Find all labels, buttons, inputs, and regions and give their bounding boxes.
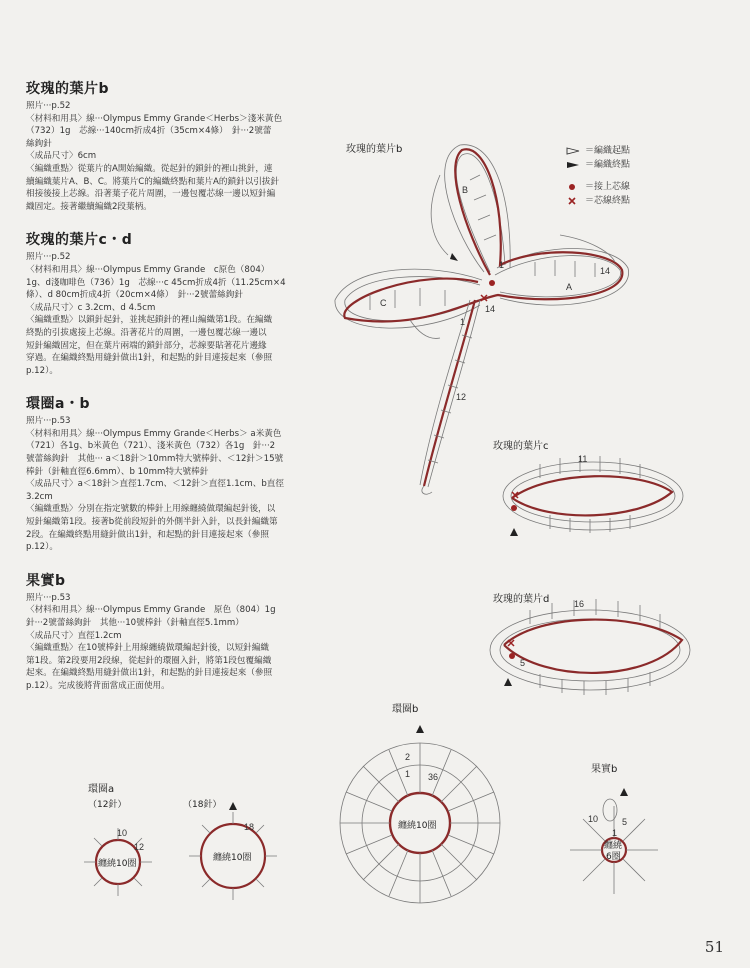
section-line: （732）1g 芯線···140cm折成4折（35cm×4條） 針···2號蕾 — [26, 126, 272, 137]
ring-b-center-label: 纏繞10圈 — [398, 821, 437, 831]
leaf-label: C — [380, 298, 387, 308]
ring-number: 5 — [622, 817, 628, 827]
end-arrow-marker — [229, 802, 237, 810]
legend-attach-text: ＝接上芯線 — [585, 182, 631, 192]
ring-number: 10 — [588, 814, 599, 824]
section-line: 1g、d淺咖啡色（736）1g 芯線···c 45cm折成4折（11.25cm×4 — [26, 277, 286, 288]
ring-number: 10 — [117, 828, 128, 838]
end-arrow-marker — [504, 678, 512, 686]
leaf-label: B — [462, 185, 469, 195]
ring-a18-diagram — [189, 802, 277, 900]
leaf-label: 14 — [600, 266, 611, 276]
section-line: 〈材料和用具〉線···Olympus Emmy Grande 原色（804）1g — [26, 605, 276, 616]
section-line: 絲鉤針 — [26, 138, 52, 149]
ring-number: 36 — [428, 772, 439, 782]
ring-a18-center-label: 纏繞10圈 — [213, 853, 252, 863]
ring-number: 1 — [405, 769, 411, 779]
ring-b-title: 環圈b — [392, 704, 419, 715]
section-line: 條）、d 80cm折成4折（20cm×4條） 針···2號蕾絲鉤針 — [26, 290, 243, 301]
stitch-marks — [540, 456, 640, 533]
fruit-b-title: 果實b — [591, 764, 618, 775]
section-line: 相接後接上芯線。沿著葉子花片周圍，一邊包覆芯線一邊以短針編 — [26, 189, 276, 200]
leaf-label: 5 — [520, 658, 526, 668]
section-line: 〈材料和用具〉線···Olympus Emmy Grande c原色（804） — [26, 264, 270, 275]
section-title: 玫瑰的葉片c・d — [26, 232, 133, 249]
section-line: 〈編織重點〉分別在指定號數的棒針上用線纏繞做環編起針後，以 — [26, 504, 276, 515]
core-end-marker — [508, 640, 514, 646]
legend-end-text: ＝編織終點 — [585, 160, 631, 170]
ring-b-diagram — [340, 725, 500, 903]
section-line: 短針編織固定，但在葉片兩端的鎖針部分，芯線要貼著花片邊緣 — [26, 340, 267, 351]
section-line: 2段。在編織終點用縫針做出1針，和起點的針目連接起來（參照 — [26, 529, 269, 540]
section-line: 織固定。接著繼續編織2段葉柄。 — [26, 201, 152, 212]
end-arrow-marker — [510, 528, 518, 536]
legend-start-text: ＝編織起點 — [585, 146, 631, 156]
section-line: 針···2號蕾絲鉤針 其他···10號棒針（針軸直徑5.1mm） — [26, 618, 244, 628]
ring-a-12-label: （12針） — [88, 800, 127, 810]
leaf-b-petal-outline — [345, 277, 480, 321]
page-number: 51 — [704, 938, 724, 956]
section-line: 〈成品尺寸〉c 3.2cm、d 4.5cm — [26, 302, 156, 313]
end-arrow-marker — [620, 788, 628, 796]
leaf-b-diagram — [335, 145, 629, 495]
section-line: 3.2cm — [26, 491, 53, 502]
section-line: p.12）。 — [26, 365, 59, 376]
section-line: 〈成品尺寸〉直徑1.2cm — [26, 630, 122, 641]
section-line: 〈編織重點〉以鎖針起針，並挑起鎖針的裡山編織第1段。在編織 — [26, 315, 273, 326]
leaf-b-stem — [428, 300, 480, 487]
leaf-label: 1 — [460, 317, 466, 327]
leaf-d-diagram — [490, 599, 690, 695]
leaf-d-title: 玫瑰的葉片d — [493, 594, 550, 605]
fruit-b-center-label: 6圈 — [606, 852, 621, 862]
ring-number: 2 — [405, 752, 411, 762]
ring-number: 12 — [134, 842, 145, 852]
section-line: （721）各1g、b米黃色（721）、淺米黃色（732）各1g 針···2 — [26, 441, 276, 452]
ring-a-title: 環圈a — [88, 784, 115, 795]
attach-point-marker — [511, 505, 517, 511]
section-line: 照片···p.52 — [26, 252, 71, 263]
section-title: 果實b — [26, 572, 66, 589]
stitch-marks — [370, 175, 595, 463]
section-title: 玫瑰的葉片b — [26, 81, 110, 97]
fruit-b-diagram — [570, 788, 658, 894]
section-line: 續編織葉片A、B、C。將葉片C的編織終點和葉片A的鎖針以引拔針 — [26, 176, 280, 187]
section-line: 棒針（針軸直徑6.6mm）、b 10mm特大號棒針 — [26, 466, 209, 477]
ring-number: 1 — [612, 828, 618, 838]
section-line: 〈成品尺寸〉a＜18針＞直徑1.7cm、＜12針＞直徑1.1cm、b直徑 — [26, 479, 284, 490]
attach-point-marker — [489, 280, 495, 286]
ring-a12-center-label: 纏繞10圈 — [98, 859, 137, 869]
leaf-c-title: 玫瑰的葉片c — [493, 441, 549, 452]
section-line: 〈材料和用具〉線···Olympus Emmy Grande＜Herbs＞ a米黃色 — [26, 428, 282, 439]
section-line: 照片···p.52 — [26, 101, 71, 111]
legend-core-end-text: ＝芯線終點 — [585, 196, 631, 206]
section-line: p.12）。完成後將背面當成正面使用。 — [26, 680, 170, 691]
section-title: 環圈a・b — [26, 396, 90, 413]
leaf-b-title: 玫瑰的葉片b — [346, 144, 403, 155]
leaf-label: 14 — [485, 304, 496, 314]
ring-a-18-label: （18針） — [183, 800, 222, 810]
leaf-label: 16 — [574, 599, 585, 609]
section-line: 〈成品尺寸〉6cm — [26, 151, 97, 162]
section-line: 〈編織重點〉從葉片的A開始編織。從起針的鎖針的裡山挑針，連 — [26, 163, 273, 174]
end-arrow-marker — [450, 253, 458, 261]
fruit-b-loop — [603, 799, 617, 821]
leaf-c-outline — [503, 462, 683, 530]
section-line: 照片···p.53 — [26, 592, 71, 603]
leaf-b-core-line — [344, 149, 622, 321]
section-line: 穿過。在編織終點用縫針做出1針，和起點的針目連接起來（參照 — [26, 353, 273, 364]
section-line: p.12）。 — [26, 542, 59, 553]
section-line: 照片···p.53 — [26, 416, 71, 427]
section-line: 〈編織重點〉在10號棒針上用線纏繞做環編起針後，以短針編織 — [26, 643, 269, 654]
leaf-c-core-line — [512, 476, 672, 515]
leaf-b-stem-end — [422, 486, 432, 494]
leaf-label: 12 — [456, 392, 467, 402]
section-line: 短針編織第1段。接著b從前段短針的外側半針入針，以長針編織第 — [26, 517, 278, 528]
leaf-d-core-line — [504, 620, 682, 673]
leaf-b-stem-core — [424, 300, 475, 486]
section-line: 起來。在編織終點用縫針做出1針，和起點的針目連接起來（參照 — [26, 668, 273, 679]
fruit-b-center-label: 纏繞 — [604, 841, 623, 851]
leaf-label: 1 — [499, 260, 505, 270]
leaf-c-diagram — [503, 454, 683, 536]
section-line: 終點的引拔處接上芯線。沿著花片的周圍，一邊包覆芯線一邊以 — [26, 327, 267, 338]
section-line: 〈材料和用具〉線···Olympus Emmy Grande＜Herbs＞淺米黃色 — [26, 113, 283, 124]
section-line: 號蕾絲鉤針 其他··· a＜18針＞10mm特大號棒針、＜12針＞15號 — [26, 454, 284, 465]
attach-point-marker — [509, 653, 515, 659]
ring-number: 18 — [244, 822, 255, 832]
section-line: 第1段。第2段要用2段線，從起針的環圈入針，將第1段包覆編織 — [26, 655, 272, 666]
leaf-label: A — [566, 282, 573, 292]
leaf-label: 11 — [578, 454, 588, 464]
end-arrow-marker — [416, 725, 424, 733]
ring-a12-diagram — [84, 828, 152, 896]
